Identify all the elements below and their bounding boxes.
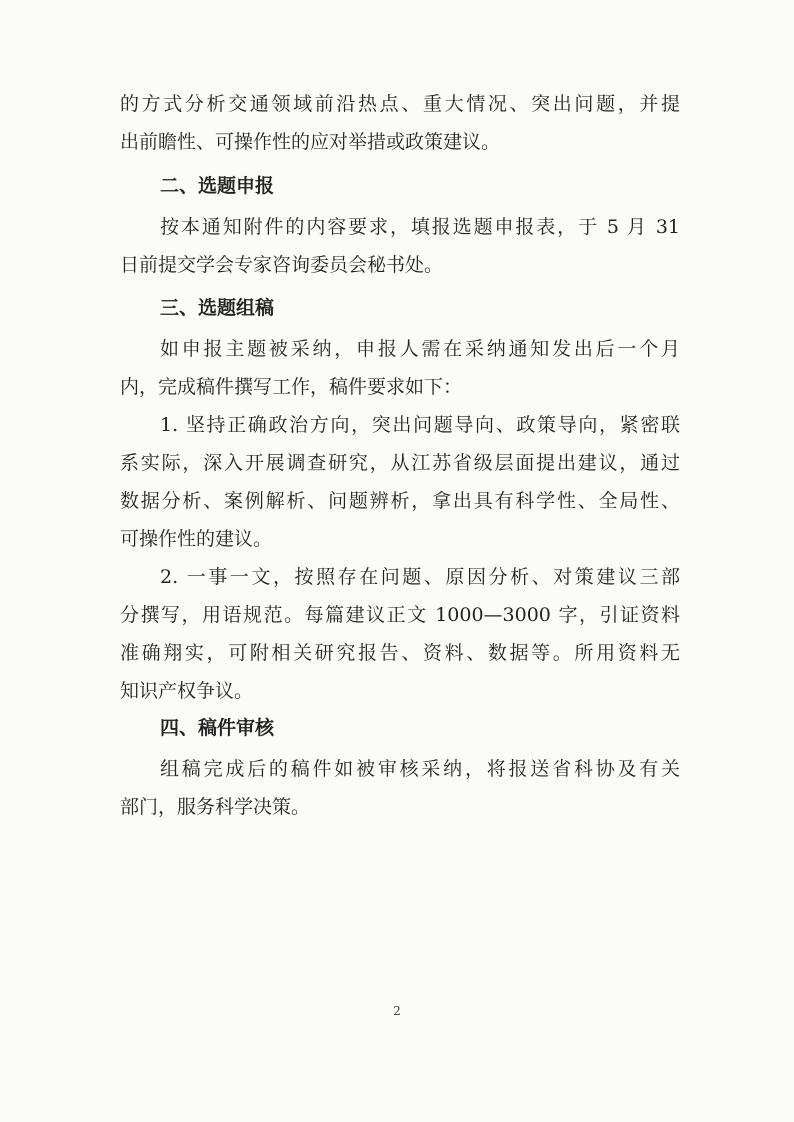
item2-line-4: 知识产权争议。 bbox=[120, 680, 254, 702]
item1-line-3: 数据分析、案例解析、问题辨析，拿出具有科学性、全局性、 bbox=[120, 490, 680, 512]
section3-line-2: 内，完成稿件撰写工作，稿件要求如下： bbox=[120, 376, 463, 398]
item1-line-1: 1. 坚持正确政治方向，突出问题导向、政策导向，紧密联 bbox=[160, 414, 680, 436]
page-number: 2 bbox=[393, 1004, 401, 1018]
section2-line-2: 日前提交学会专家咨询委员会秘书处。 bbox=[120, 254, 444, 276]
section2-line-1: 按本通知附件的内容要求，填报选题申报表，于 5 月 31 bbox=[160, 216, 680, 238]
item1-line-2: 系实际，深入开展调查研究，从江苏省级层面提出建议，通过 bbox=[120, 452, 680, 474]
section-heading-manuscript-review: 四、稿件审核 bbox=[160, 717, 275, 739]
section4-line-2: 部门，服务科学决策。 bbox=[120, 796, 311, 818]
intro-line-2: 出前瞻性、可操作性的应对举措或政策建议。 bbox=[120, 131, 501, 153]
item2-line-3: 准确翔实，可附相关研究报告、资料、数据等。所用资料无 bbox=[120, 642, 680, 664]
section4-line-1: 组稿完成后的稿件如被审核采纳，将报送省科协及有关 bbox=[160, 758, 680, 780]
section-heading-manuscript-organization: 三、选题组稿 bbox=[160, 297, 275, 319]
item1-line-4: 可操作性的建议。 bbox=[120, 528, 273, 550]
section-heading-selection-application: 二、选题申报 bbox=[160, 175, 275, 197]
intro-line-1: 的方式分析交通领域前沿热点、重大情况、突出问题，并提 bbox=[120, 93, 680, 115]
section3-line-1: 如申报主题被采纳，申报人需在采纳通知发出后一个月 bbox=[160, 338, 680, 360]
item2-line-2: 分撰写，用语规范。每篇建议正文 1000—3000 字，引证资料 bbox=[120, 604, 680, 626]
item2-line-1: 2. 一事一文，按照存在问题、原因分析、对策建议三部 bbox=[160, 566, 680, 588]
